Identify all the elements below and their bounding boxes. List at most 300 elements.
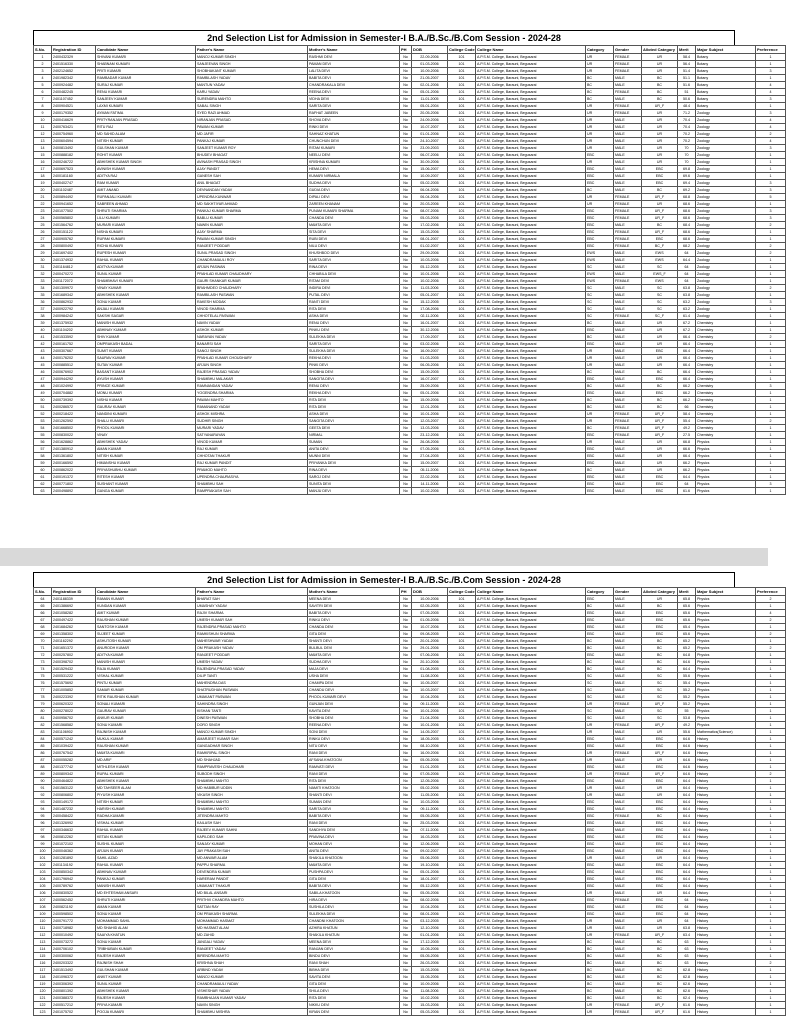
table-cell: 101: [448, 764, 476, 771]
table-cell: MALE: [614, 890, 642, 897]
table-cell: History: [696, 736, 756, 743]
table-cell: No: [400, 418, 412, 425]
table-cell: 64: [678, 918, 696, 925]
table-cell: UR: [586, 1002, 614, 1009]
table-cell: GULSHAN KUMAR: [96, 967, 196, 974]
column-header: Alloted Category: [642, 46, 678, 54]
table-cell: A.P.S.M. College, Barauni, Begusarai: [476, 320, 586, 327]
table-cell: 101: [448, 425, 476, 432]
table-row: [34, 54, 786, 61]
table-cell: No: [400, 383, 412, 390]
table-cell: 2400941652: [52, 201, 96, 208]
table-cell: Zoology: [696, 264, 756, 271]
table-cell: No: [400, 173, 412, 180]
table-cell: AVINASH PRASAD SINGH: [196, 159, 308, 166]
table-cell: History: [696, 757, 756, 764]
table-cell: History: [696, 925, 756, 932]
table-row: [34, 236, 786, 243]
table-cell: 12-03-2007: [412, 418, 448, 425]
table-row: [34, 869, 786, 876]
table-cell: MALE: [614, 257, 642, 264]
table-cell: SONU KUMAR: [96, 939, 196, 946]
table-cell: MALE: [614, 743, 642, 750]
table-cell: No: [400, 680, 412, 687]
table-cell: No: [400, 376, 412, 383]
table-cell: No: [400, 264, 412, 271]
table-cell: RAHUL KUMAR: [96, 827, 196, 834]
table-cell: No: [400, 250, 412, 257]
table-cell: EBC: [586, 862, 614, 869]
table-cell: SC: [642, 292, 678, 299]
table-cell: BASANT KUMAR: [96, 369, 196, 376]
table-cell: 101: [448, 694, 476, 701]
table-cell: 98: [34, 834, 52, 841]
table-cell: No: [400, 152, 412, 159]
table-cell: EBC: [642, 474, 678, 481]
table-cell: Chemistry: [696, 425, 756, 432]
table-cell: MALE: [614, 117, 642, 124]
table-cell: 41: [34, 334, 52, 341]
table-cell: 13-03-2006: [412, 425, 448, 432]
table-cell: A.P.S.M. College, Barauni, Begusarai: [476, 1002, 586, 1009]
table-cell: 05-06-2005: [412, 855, 448, 862]
table-cell: 63: [678, 953, 696, 960]
table-cell: UR: [642, 757, 678, 764]
table-cell: Zoology: [696, 187, 756, 194]
table-cell: Physics: [696, 666, 756, 673]
table-row: [34, 918, 786, 925]
table-cell: 05-02-2005: [412, 180, 448, 187]
table-cell: No: [400, 222, 412, 229]
table-cell: A.P.S.M. College, Barauni, Begusarai: [476, 953, 586, 960]
table-cell: 82: [34, 722, 52, 729]
table-cell: 66.2: [678, 390, 696, 397]
table-cell: BC: [586, 603, 614, 610]
table-cell: 2: [756, 617, 786, 624]
table-cell: FEMALE: [614, 432, 642, 439]
table-cell: MANISH KUMAR: [96, 320, 196, 327]
table-cell: No: [400, 995, 412, 1002]
table-cell: EBC: [642, 869, 678, 876]
table-cell: A.P.S.M. College, Barauni, Begusarai: [476, 680, 586, 687]
table-cell: FEMALE: [614, 750, 642, 757]
table-cell: 101: [448, 904, 476, 911]
table-cell: 96: [34, 820, 52, 827]
table-cell: UR: [642, 117, 678, 124]
table-cell: 2400498892: [52, 488, 96, 495]
table-cell: KAPILDEO SAH: [196, 834, 308, 841]
table-cell: MALE: [614, 292, 642, 299]
table-cell: No: [400, 215, 412, 222]
table-cell: 09-11-2005: [412, 701, 448, 708]
table-cell: 11-08-2006: [412, 988, 448, 995]
table-cell: EBC: [586, 848, 614, 855]
table-cell: 101: [448, 152, 476, 159]
table-cell: SABREEN AHMAD: [96, 201, 196, 208]
table-cell: 29-01-2006: [412, 645, 448, 652]
table-cell: No: [400, 764, 412, 771]
table-cell: 2400812262: [52, 834, 96, 841]
table-cell: 10-01-2006: [412, 411, 448, 418]
table-cell: 101: [448, 680, 476, 687]
table-cell: 114: [34, 946, 52, 953]
table-cell: A.P.S.M. College, Barauni, Begusarai: [476, 792, 586, 799]
table-cell: 2400497422: [52, 617, 96, 624]
table-cell: EWS: [586, 278, 614, 285]
table-row: [34, 841, 786, 848]
table-cell: 2400517212: [52, 1002, 96, 1009]
table-cell: RUPAL KUMARI: [96, 771, 196, 778]
table-cell: MALE: [614, 341, 642, 348]
table-cell: A.P.S.M. College, Barauni, Begusarai: [476, 897, 586, 904]
table-cell: 101: [448, 173, 476, 180]
table-cell: RINA DEVI: [308, 467, 400, 474]
table-cell: 65.6: [678, 610, 696, 617]
table-cell: 48.4: [678, 103, 696, 110]
table-cell: 1: [756, 320, 786, 327]
table-cell: MALE: [614, 82, 642, 89]
table-cell: No: [400, 89, 412, 96]
table-cell: UR_F: [642, 750, 678, 757]
table-cell: A.P.S.M. College, Barauni, Begusarai: [476, 645, 586, 652]
table-cell: 88: [34, 764, 52, 771]
table-cell: 07-11-2006: [412, 827, 448, 834]
table-cell: No: [400, 446, 412, 453]
table-cell: Chemistry: [696, 341, 756, 348]
table-cell: RITA DEVI: [308, 404, 400, 411]
table-row: [34, 453, 786, 460]
table-cell: KRISHNA KUMARI: [308, 159, 400, 166]
table-cell: VISHAL KUMAR: [96, 820, 196, 827]
table-cell: A.P.S.M. College, Barauni, Begusarai: [476, 201, 586, 208]
table-cell: EWS: [642, 278, 678, 285]
table-cell: A.P.S.M. College, Barauni, Begusarai: [476, 82, 586, 89]
table-cell: 19-10-2006: [412, 862, 448, 869]
table-cell: 2400218422: [52, 411, 96, 418]
table-cell: 1: [756, 292, 786, 299]
table-row: [34, 771, 786, 778]
table-cell: 1: [756, 862, 786, 869]
table-cell: 55.2: [678, 687, 696, 694]
table-cell: BC: [642, 946, 678, 953]
table-cell: SC: [642, 299, 678, 306]
table-cell: SAROJ DEVI: [308, 474, 400, 481]
table-cell: 3: [756, 187, 786, 194]
table-cell: 3: [756, 180, 786, 187]
table-cell: BULBUL DEVI: [308, 645, 400, 652]
table-cell: EBC: [586, 488, 614, 495]
table-cell: 10-07-2007: [412, 124, 448, 131]
table-cell: 55.6: [678, 729, 696, 736]
table-cell: 101: [448, 243, 476, 250]
table-cell: No: [400, 243, 412, 250]
table-cell: HIMANSHU KUMAR: [96, 460, 196, 467]
table-cell: 27: [34, 236, 52, 243]
table-cell: MD SHAHID ALAM: [96, 925, 196, 932]
table-cell: 1: [756, 624, 786, 631]
table-cell: Chemistry: [696, 348, 756, 355]
table-cell: UR: [642, 138, 678, 145]
table-cell: 51.6: [678, 82, 696, 89]
table-cell: MALE: [614, 869, 642, 876]
table-cell: 56.4: [678, 61, 696, 68]
table-cell: A.P.S.M. College, Barauni, Begusarai: [476, 729, 586, 736]
table-cell: 2401684262: [52, 624, 96, 631]
table-cell: Mathematics(Science): [696, 729, 756, 736]
table-cell: 63: [34, 488, 52, 495]
table-cell: No: [400, 306, 412, 313]
table-cell: 102: [34, 862, 52, 869]
table-cell: 11-08-2006: [412, 673, 448, 680]
table-cell: History: [696, 981, 756, 988]
table-cell: 2400482245: [52, 89, 96, 96]
table-cell: AJAY PANDIT: [196, 166, 308, 173]
table-row: [34, 159, 786, 166]
table-cell: 15-09-2006: [412, 397, 448, 404]
table-cell: USHA DEVI: [308, 673, 400, 680]
table-cell: 28: [34, 243, 52, 250]
table-cell: A.P.S.M. College, Barauni, Begusarai: [476, 652, 586, 659]
table-cell: History: [696, 988, 756, 995]
table-cell: History: [696, 827, 756, 834]
table-cell: 101: [448, 439, 476, 446]
table-cell: PRAHLAD KUMAR CHAUDHARY: [196, 271, 308, 278]
table-cell: 101: [448, 876, 476, 883]
table-cell: MD SHAHJAD: [196, 757, 308, 764]
table-cell: UR: [586, 918, 614, 925]
table-cell: A.P.S.M. College, Barauni, Begusarai: [476, 603, 586, 610]
table-cell: UR: [586, 932, 614, 939]
table-cell: History: [696, 974, 756, 981]
table-cell: CHANDRAKALA DEVI: [308, 82, 400, 89]
table-cell: MUKUL KUMAR: [96, 736, 196, 743]
table-cell: A.P.S.M. College, Barauni, Begusarai: [476, 946, 586, 953]
table-cell: A.P.S.M. College, Barauni, Begusarai: [476, 1009, 586, 1016]
table-cell: SUDHIR SINGH: [196, 418, 308, 425]
table-cell: BC: [586, 666, 614, 673]
table-cell: LAXMI KUMARI: [96, 103, 196, 110]
table-cell: A.P.S.M. College, Barauni, Begusarai: [476, 939, 586, 946]
table-cell: A.P.S.M. College, Barauni, Begusarai: [476, 159, 586, 166]
table-cell: 1: [756, 306, 786, 313]
table-cell: MALE: [614, 960, 642, 967]
table-cell: ASHOK KUMAR: [196, 327, 308, 334]
table-cell: 2401516330: [52, 61, 96, 68]
table-cell: EBC: [586, 869, 614, 876]
table-cell: HARERAM PANDIT: [196, 876, 308, 883]
table-cell: 70: [678, 145, 696, 152]
table-cell: UR_F: [642, 701, 678, 708]
table-cell: SHAKILA KHATUN: [308, 932, 400, 939]
table-cell: No: [400, 439, 412, 446]
table-cell: BC: [586, 397, 614, 404]
table-cell: Physics: [696, 617, 756, 624]
table-cell: History: [696, 834, 756, 841]
table-cell: RAMBILASH YADAV: [196, 75, 308, 82]
table-cell: 1: [756, 1009, 786, 1016]
table-cell: KARU YADAV: [196, 89, 308, 96]
table-cell: BC: [586, 967, 614, 974]
table-cell: 66: [34, 610, 52, 617]
table-cell: History: [696, 995, 756, 1002]
table-cell: 17-08-2006: [412, 306, 448, 313]
table-cell: 101: [448, 306, 476, 313]
table-cell: BRAHMDEO CHAUDHARY: [196, 285, 308, 292]
table-cell: MD TAHSEER ALAM: [96, 785, 196, 792]
table-cell: 10-02-2006: [412, 488, 448, 495]
table-cell: BC: [642, 988, 678, 995]
table-cell: MALE: [614, 834, 642, 841]
table-cell: 101: [448, 722, 476, 729]
table-cell: 08-10-2006: [412, 743, 448, 750]
table-cell: No: [400, 806, 412, 813]
table-cell: SHAMBHU MAHTO: [196, 806, 308, 813]
table-cell: EBC: [586, 474, 614, 481]
table-cell: 2: [756, 285, 786, 292]
table-cell: 66.2: [678, 383, 696, 390]
table-cell: 12-05-2006: [412, 778, 448, 785]
table-cell: 2401039422: [52, 743, 96, 750]
table-cell: 63.8: [678, 925, 696, 932]
table-cell: Zoology: [696, 292, 756, 299]
table-cell: 12-01-2006: [412, 404, 448, 411]
table-cell: EBC: [586, 624, 614, 631]
table-cell: SONU KUMARI: [96, 722, 196, 729]
table-cell: SHANTI DEVI: [308, 792, 400, 799]
table-cell: No: [400, 313, 412, 320]
table-cell: 2400754960: [52, 131, 96, 138]
table-cell: A.P.S.M. College, Barauni, Begusarai: [476, 467, 586, 474]
table-cell: A.P.S.M. College, Barauni, Begusarai: [476, 138, 586, 145]
table-cell: 2400830022: [52, 432, 96, 439]
table-cell: A.P.S.M. College, Barauni, Begusarai: [476, 785, 586, 792]
table-cell: 24-10-2007: [412, 138, 448, 145]
column-header: Major Subject: [696, 46, 756, 54]
table-cell: EWS: [642, 250, 678, 257]
table-cell: 64.6: [678, 757, 696, 764]
table-cell: FEMALE: [614, 813, 642, 820]
table-cell: 1: [756, 890, 786, 897]
table-cell: JAY PRAKASH SAH: [196, 848, 308, 855]
table-cell: 2400278022: [52, 708, 96, 715]
table-cell: ARBIND YADAV: [196, 967, 308, 974]
table-cell: SAHINDRA SINGH: [196, 701, 308, 708]
table-cell: ARJUN PASWAN: [196, 264, 308, 271]
table-cell: 118: [34, 974, 52, 981]
table-cell: GUNJAN DEVI: [308, 701, 400, 708]
table-cell: NARAYAN YADAV: [196, 334, 308, 341]
table-cell: No: [400, 467, 412, 474]
table-cell: UR: [586, 792, 614, 799]
table-cell: A.P.S.M. College, Barauni, Begusarai: [476, 110, 586, 117]
table-cell: Zoology: [696, 229, 756, 236]
table-cell: 06-05-2006: [412, 362, 448, 369]
table-cell: MALE: [614, 778, 642, 785]
table-cell: MALE: [614, 680, 642, 687]
table-cell: Zoology: [696, 257, 756, 264]
table-cell: RITA DEVI: [308, 995, 400, 1002]
table-cell: 2400191372: [52, 474, 96, 481]
table-cell: 116: [34, 960, 52, 967]
table-cell: UR: [586, 110, 614, 117]
table-cell: 106: [34, 890, 52, 897]
table-cell: 66.2: [678, 460, 696, 467]
table-cell: 70.2: [678, 138, 696, 145]
table-cell: 108: [34, 904, 52, 911]
table-cell: RITA DEVI: [308, 306, 400, 313]
table-cell: EBC: [586, 806, 614, 813]
table-cell: SUTAV KUMAR: [96, 362, 196, 369]
table-cell: UPENDRA CHAURASIYA: [196, 474, 308, 481]
table-cell: 2400697523: [52, 166, 96, 173]
table-cell: MOHAMMAD SAHIL: [96, 918, 196, 925]
table-cell: 2: [34, 61, 52, 68]
table-cell: A.P.S.M. College, Barauni, Begusarai: [476, 439, 586, 446]
table-cell: No: [400, 939, 412, 946]
table-cell: 25: [34, 222, 52, 229]
table-row: [34, 750, 786, 757]
table-cell: EBC: [642, 348, 678, 355]
table-cell: FEMALE: [614, 208, 642, 215]
table-cell: History: [696, 967, 756, 974]
table-cell: No: [400, 348, 412, 355]
table-cell: History: [696, 848, 756, 855]
table-cell: UR_F: [642, 103, 678, 110]
table-cell: No: [400, 481, 412, 488]
table-cell: 2400956702: [52, 715, 96, 722]
table-cell: 14-11-2006: [412, 481, 448, 488]
table-cell: 51.4: [678, 68, 696, 75]
table-cell: 20-05-2006: [412, 110, 448, 117]
table-cell: 49.2: [678, 722, 696, 729]
table-cell: EBC: [642, 897, 678, 904]
table-row: [34, 778, 786, 785]
table-row: [34, 397, 786, 404]
table-cell: UR: [642, 124, 678, 131]
table-cell: BC: [642, 974, 678, 981]
table-cell: ASHOK MISHRA: [196, 411, 308, 418]
table-cell: RANI DEVI: [308, 820, 400, 827]
table-cell: MALE: [614, 453, 642, 460]
table-cell: No: [400, 320, 412, 327]
table-cell: SURENDRA MAHTO: [196, 96, 308, 103]
table-cell: UMESH KUMAR SAH: [196, 617, 308, 624]
table-cell: 64.4: [678, 876, 696, 883]
table-cell: 64.6: [678, 659, 696, 666]
table-cell: 101: [448, 418, 476, 425]
table-cell: 2: [756, 596, 786, 603]
table-cell: 58.4: [678, 411, 696, 418]
table-cell: 08-07-2006: [412, 208, 448, 215]
table-cell: No: [400, 645, 412, 652]
table-cell: 17-09-2007: [412, 334, 448, 341]
table-cell: BC: [586, 369, 614, 376]
table-cell: ABHISHEK KUMAR: [96, 778, 196, 785]
table-cell: 2400767542: [52, 750, 96, 757]
table-row: [34, 75, 786, 82]
table-cell: SHAMBHAVI KUMARI: [96, 278, 196, 285]
table-cell: UR: [586, 355, 614, 362]
table-cell: SC: [586, 264, 614, 271]
table-cell: BC: [642, 383, 678, 390]
table-cell: UR_F: [642, 229, 678, 236]
table-cell: REKHA DEVI: [308, 355, 400, 362]
table-cell: BC: [642, 666, 678, 673]
table-cell: SHOVA DEVI: [308, 117, 400, 124]
table-cell: KRISHNA SHAH: [196, 960, 308, 967]
table-cell: FEMALE: [614, 194, 642, 201]
table-cell: A.P.S.M. College, Barauni, Begusarai: [476, 145, 586, 152]
